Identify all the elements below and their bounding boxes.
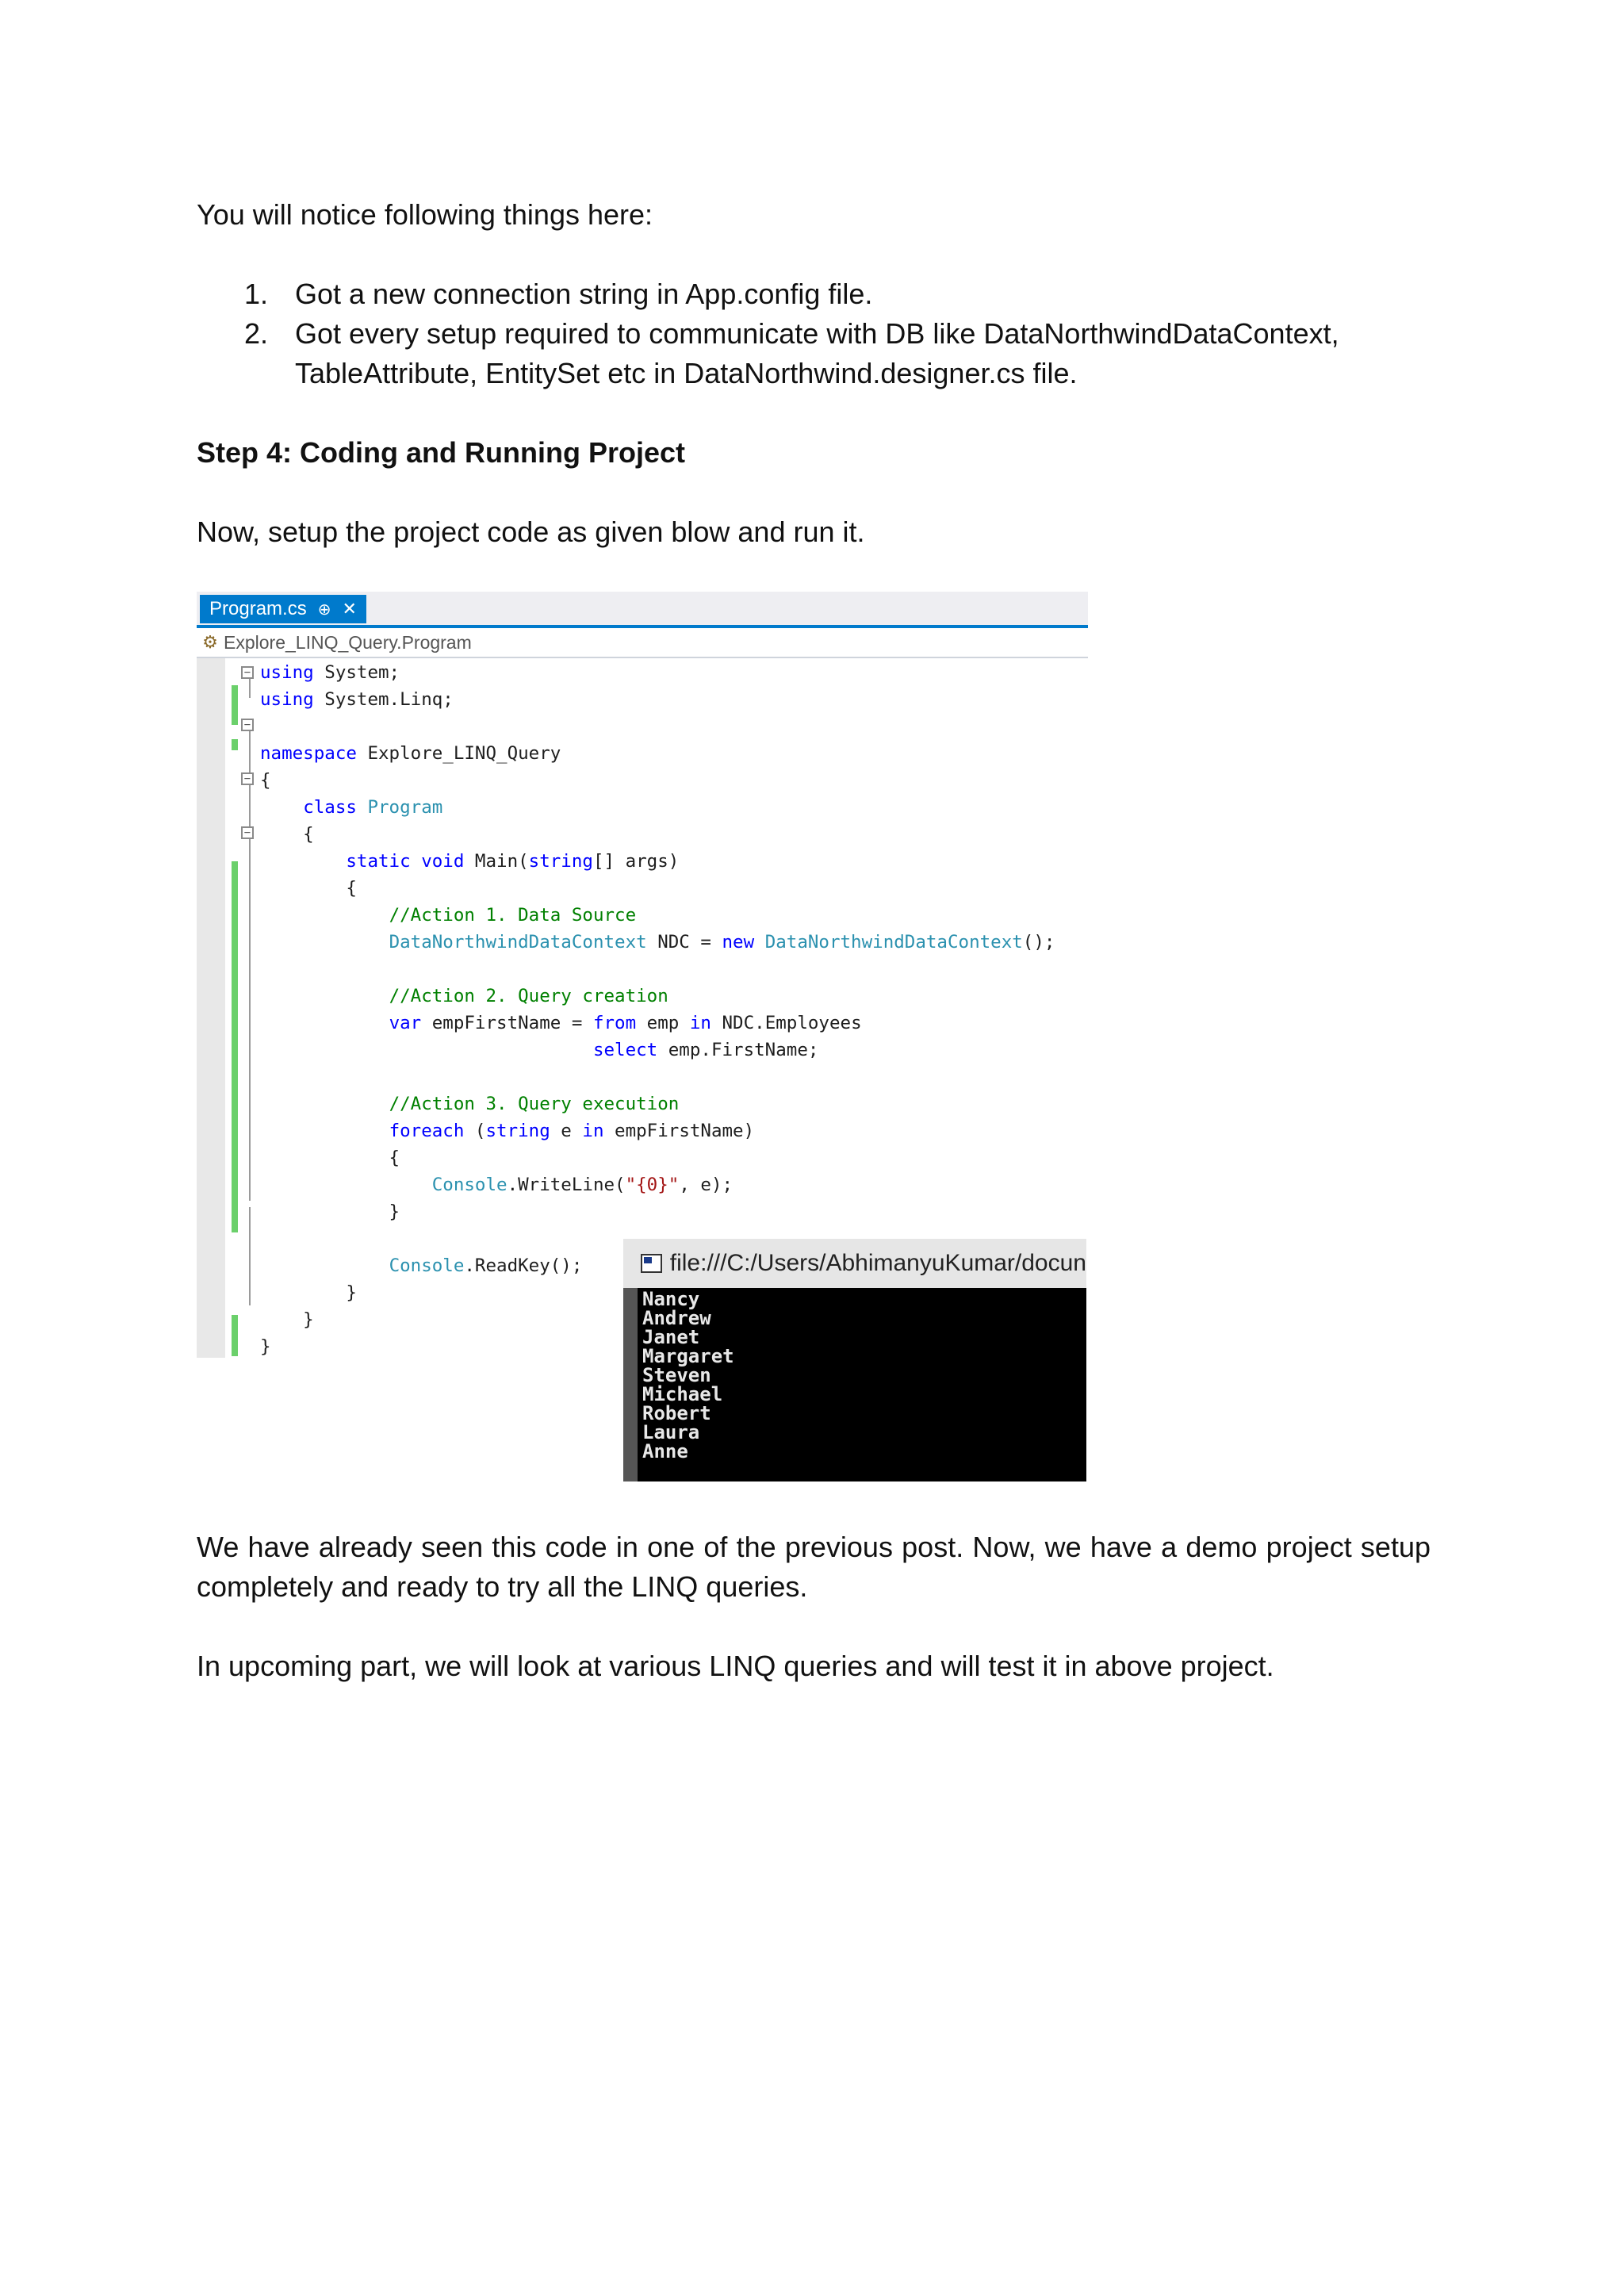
code-line[interactable]: using System; (260, 662, 400, 683)
console-line: Margaret (642, 1345, 734, 1367)
code-line[interactable]: Console.WriteLine("{0}", e); (431, 1175, 733, 1195)
code-line[interactable]: } (260, 1336, 271, 1357)
step-text: Now, setup the project code as given blow and run it. (197, 516, 865, 548)
list-number-1: 1. (244, 278, 269, 310)
console-window (623, 1239, 1086, 1481)
pin-icon[interactable]: ⊕ (317, 600, 331, 619)
collapse-icon[interactable]: − (241, 666, 254, 679)
editor-gutter (197, 658, 225, 1358)
code-line[interactable]: foreach (string e in empFirstName) (389, 1121, 755, 1141)
console-line: Laura (642, 1421, 700, 1443)
code-line[interactable]: } (260, 1309, 314, 1330)
outline-line (249, 839, 251, 1201)
change-bar (232, 739, 238, 750)
code-line[interactable]: using System.Linq; (260, 689, 454, 710)
code-line[interactable]: class Program (303, 797, 443, 818)
change-bar (232, 861, 238, 1232)
console-title: file:///C:/Users/AbhimanyuKumar/docun (669, 1250, 1086, 1276)
console-line: Michael (642, 1383, 723, 1405)
code-line[interactable]: Console.ReadKey(); (389, 1255, 583, 1276)
code-line[interactable]: } (260, 1202, 400, 1222)
change-bar (232, 1315, 238, 1356)
collapse-icon[interactable]: − (241, 772, 254, 785)
code-line[interactable]: namespace Explore_LINQ_Query (260, 743, 561, 764)
console-line: Janet (642, 1326, 700, 1348)
code-line[interactable]: DataNorthwindDataContext NDC = new DataNorthwindDataContext(); (389, 932, 1055, 953)
list-item-2-line-1: Got every setup required to communicate with DB like DataNorthwindDataContext, (295, 317, 1339, 350)
close-icon[interactable]: ✕ (342, 599, 357, 619)
outline-line (249, 1207, 251, 1305)
console-border (623, 1288, 638, 1481)
step-heading: Step 4: Coding and Running Project (197, 436, 685, 469)
paragraph-1: We have already seen this code in one of the previous post. Now, we have a demo project setup completely and ready to try all the LINQ queries. (197, 1531, 1431, 1603)
paragraph-2: In upcoming part, we will look at various LINQ queries and will test it in above project. (197, 1650, 1274, 1682)
code-line[interactable]: { (260, 878, 357, 899)
tab-program-cs[interactable] (200, 595, 366, 623)
collapse-icon[interactable]: − (241, 826, 254, 839)
list-item-2-line-2: TableAttribute, EntitySet etc in DataNorthwind.designer.cs file. (295, 357, 1078, 389)
code-line[interactable]: //Action 3. Query execution (389, 1094, 680, 1114)
change-bar (232, 685, 238, 725)
collapse-icon[interactable]: − (241, 719, 254, 731)
nav-path: Explore_LINQ_Query.Program (224, 631, 472, 653)
list-item-1: Got a new connection string in App.config file. (295, 278, 873, 310)
code-line[interactable]: { (260, 770, 271, 791)
console-line: Nancy (642, 1288, 700, 1310)
code-line[interactable]: static void Main(string[] args) (346, 851, 680, 872)
console-line: Robert (642, 1402, 711, 1424)
code-line[interactable]: //Action 2. Query creation (389, 986, 668, 1006)
code-line[interactable]: { (260, 1148, 400, 1168)
console-output (638, 1290, 1091, 1461)
tab-label: Program.cs (209, 598, 307, 619)
console-title-bar[interactable] (623, 1239, 1086, 1288)
intro-text: You will notice following things here: (197, 198, 653, 231)
code-line[interactable]: { (260, 824, 314, 845)
code-line[interactable]: //Action 1. Data Source (389, 905, 637, 926)
console-app-icon (641, 1254, 662, 1273)
list-number-2: 2. (244, 317, 269, 350)
code-line[interactable]: var empFirstName = from emp in NDC.Employees (389, 1013, 862, 1033)
console-line: Anne (642, 1440, 688, 1462)
code-line[interactable]: } (260, 1282, 357, 1303)
editor-tab-strip (197, 592, 1088, 625)
class-icon: ⚙ (202, 632, 218, 652)
console-line: Steven (642, 1364, 711, 1386)
navigation-bar[interactable] (197, 628, 1088, 658)
code-line[interactable]: select emp.FirstName; (592, 1040, 819, 1060)
outline-line (249, 679, 251, 698)
console-line: Andrew (642, 1307, 711, 1329)
